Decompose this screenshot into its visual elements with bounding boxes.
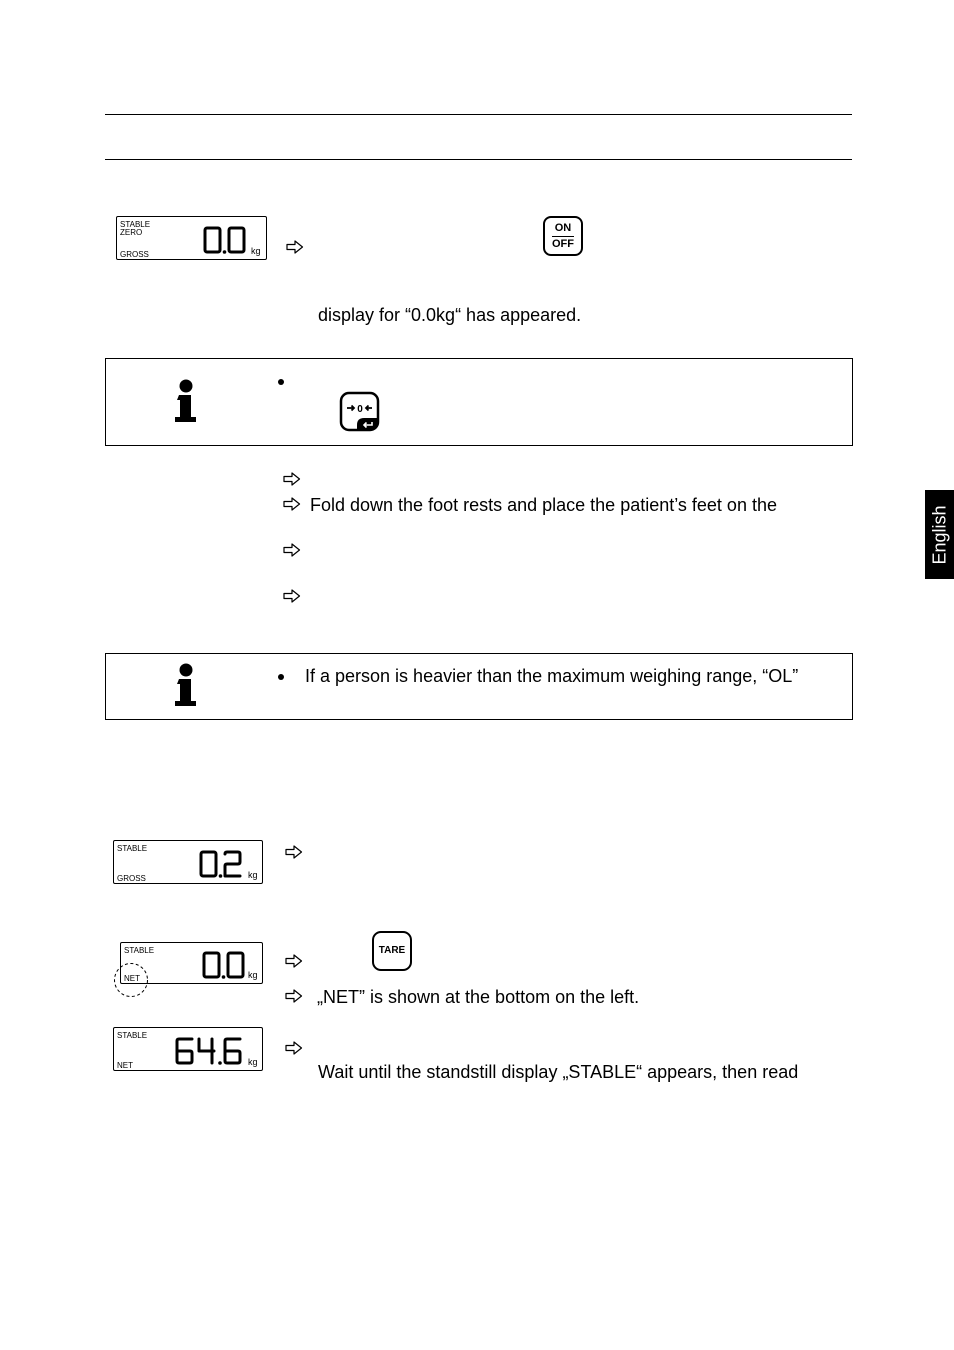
lcd-label-net: NET: [124, 974, 140, 983]
arrow-right-icon: [283, 589, 301, 603]
arrow-right-icon: [286, 240, 304, 254]
arrow-right-icon: [285, 954, 303, 968]
foot-rest-text: Fold down the foot rests and place the patient’s feet on the: [310, 495, 777, 515]
lcd-display-gross: [113, 840, 263, 884]
lcd-value-digits: [198, 849, 248, 879]
arrow-right-icon: [285, 845, 303, 859]
lcd-label-stable: STABLE: [120, 220, 151, 229]
lcd-value-digits: [202, 225, 252, 255]
lcd-value-digits: [201, 950, 251, 980]
lcd-label-zero: ZERO: [120, 228, 143, 237]
key-divider: [552, 236, 574, 237]
header-rule-bottom: [105, 159, 852, 160]
net-highlight-circle: [112, 962, 150, 998]
language-tab-label: English: [929, 504, 949, 565]
overload-note-text: If a person is heavier than the maximum weighing range, “OL”: [305, 666, 799, 686]
arrow-right-icon: [283, 497, 301, 511]
note-box-1: [105, 358, 853, 446]
lcd-display-net-weight: [113, 1027, 263, 1071]
step1-text: display for “0.0kg“ has appeared.: [318, 305, 582, 325]
bullet-icon: [278, 674, 284, 680]
info-icon: [172, 379, 202, 424]
lcd-label-net: NET: [117, 1061, 133, 1070]
header-rule-top: [105, 114, 852, 115]
off-key-label: OFF: [552, 238, 574, 250]
info-icon: [172, 663, 202, 708]
lcd-label-stable: STABLE: [124, 946, 155, 955]
lcd-value-digits: [174, 1036, 248, 1066]
on-off-key[interactable]: [543, 216, 583, 256]
zero-key-icon[interactable]: [339, 391, 381, 433]
lcd-display-zero: [116, 216, 267, 260]
arrow-right-icon: [285, 1041, 303, 1055]
lcd-label-stable: STABLE: [117, 1031, 148, 1040]
lcd-unit: kg: [251, 246, 261, 256]
lcd-label-gross: GROSS: [120, 250, 149, 259]
note-box-2: [105, 653, 853, 720]
language-tab[interactable]: [925, 490, 954, 579]
svg-text:0: 0: [357, 404, 363, 415]
arrow-right-icon: [283, 543, 301, 557]
bullet-icon: [278, 379, 284, 385]
lcd-unit: kg: [248, 1057, 258, 1067]
arrow-right-icon: [285, 989, 303, 1003]
lcd-unit: kg: [248, 970, 258, 980]
on-key-label: ON: [554, 222, 572, 234]
net-shown-text: „NET” is shown at the bottom on the left.: [317, 987, 640, 1007]
wait-stable-text: Wait until the standstill display „STABLE“ appears, then read: [318, 1062, 799, 1082]
lcd-label-gross: GROSS: [117, 874, 146, 883]
lcd-label-stable: STABLE: [117, 844, 148, 853]
lcd-unit: kg: [248, 870, 258, 880]
arrow-right-icon: [283, 472, 301, 486]
tare-key[interactable]: [372, 931, 412, 971]
tare-key-label: TARE: [378, 945, 406, 956]
